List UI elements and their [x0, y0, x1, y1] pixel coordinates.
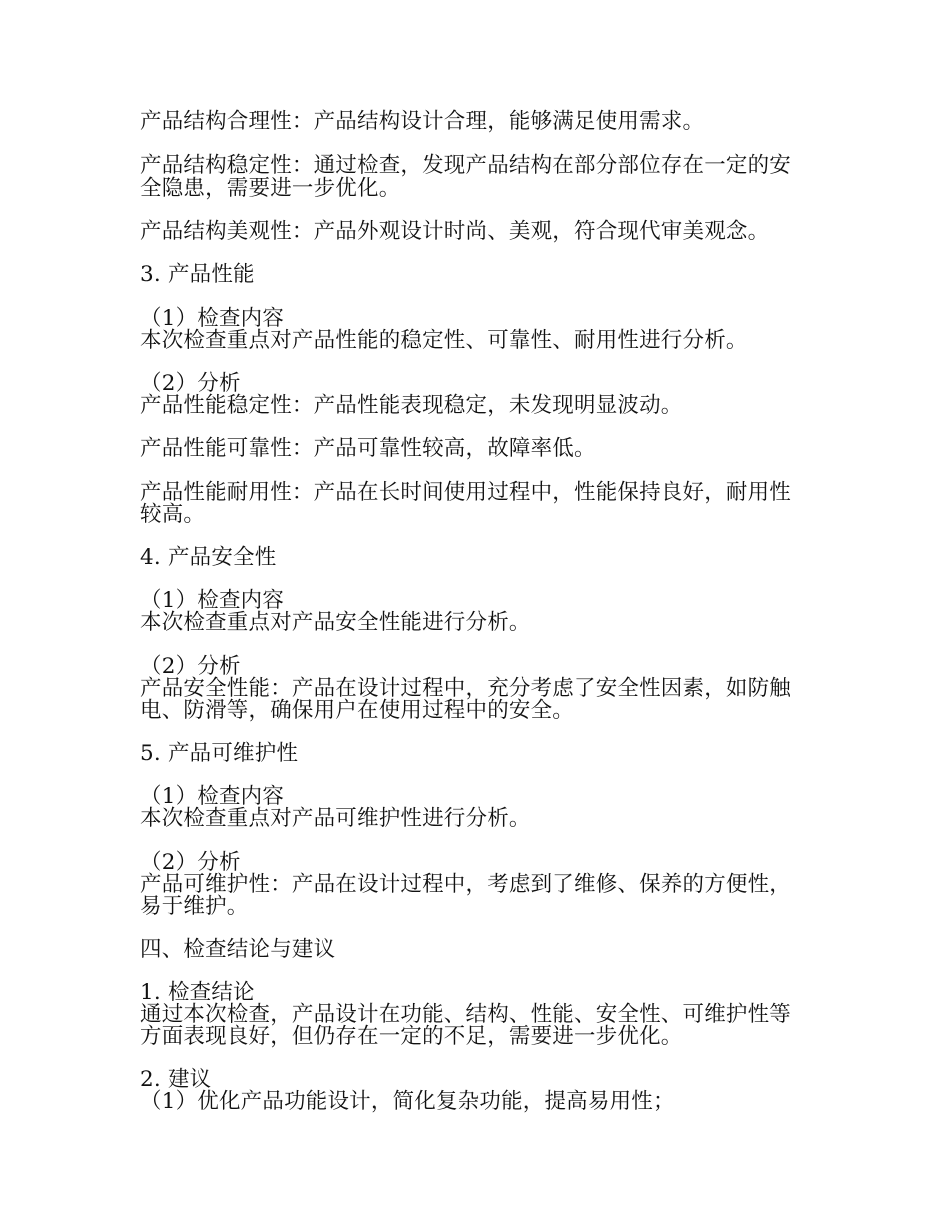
paragraph-conclusion-line1: 通过本次检查，产品设计在功能、结构、性能、安全性、可维护性等 — [140, 1002, 792, 1027]
list-item-suggestion-1: （1）优化产品功能设计，简化复杂功能，提高易用性； — [140, 1089, 675, 1114]
paragraph-conclusion-line2: 方面表现良好，但仍存在一定的不足，需要进一步优化。 — [140, 1024, 683, 1049]
paragraph-performance-reliability: 产品性能可靠性：产品可靠性较高，故障率低。 — [140, 436, 596, 461]
section-heading-suggestions: 2. 建议 — [140, 1067, 212, 1092]
subheading-inspection-content: （1）检查内容 — [140, 784, 285, 809]
paragraph-structure-stability-line2: 全隐患，需要进一步优化。 — [140, 176, 401, 201]
paragraph-performance-durability-line2: 较高。 — [140, 502, 206, 527]
section-heading-product-safety: 4. 产品安全性 — [140, 545, 277, 570]
paragraph-structure-aesthetics: 产品结构美观性：产品外观设计时尚、美观，符合现代审美观念。 — [140, 219, 770, 244]
section-heading-conclusion: 1. 检查结论 — [140, 980, 255, 1005]
subheading-analysis: （2）分析 — [140, 850, 241, 875]
section-heading-product-performance: 3. 产品性能 — [140, 262, 255, 287]
paragraph-maintainability-line2: 易于维护。 — [140, 894, 249, 919]
paragraph-safety-content: 本次检查重点对产品安全性能进行分析。 — [140, 610, 531, 635]
subheading-inspection-content: （1）检查内容 — [140, 306, 285, 331]
subheading-inspection-content: （1）检查内容 — [140, 588, 285, 613]
paragraph-safety-performance-line2: 电、防滑等，确保用户在使用过程中的安全。 — [140, 698, 575, 723]
paragraph-structure-rationality: 产品结构合理性：产品结构设计合理，能够满足使用需求。 — [140, 109, 705, 134]
paragraph-performance-stability: 产品性能稳定性：产品性能表现稳定，未发现明显波动。 — [140, 393, 683, 418]
subheading-analysis: （2）分析 — [140, 654, 241, 679]
section-heading-maintainability: 5. 产品可维护性 — [140, 741, 299, 766]
paragraph-performance-content: 本次检查重点对产品性能的稳定性、可靠性、耐用性进行分析。 — [140, 328, 748, 353]
paragraph-performance-durability-line1: 产品性能耐用性：产品在长时间使用过程中，性能保持良好，耐用性 — [140, 480, 792, 505]
subheading-analysis: （2）分析 — [140, 371, 241, 396]
chapter-heading-conclusions: 四、检查结论与建议 — [140, 937, 336, 962]
paragraph-maintainability-content: 本次检查重点对产品可维护性进行分析。 — [140, 806, 531, 831]
paragraph-structure-stability-line1: 产品结构稳定性：通过检查，发现产品结构在部分部位存在一定的安 — [140, 153, 792, 178]
paragraph-maintainability-line1: 产品可维护性：产品在设计过程中，考虑到了维修、保养的方便性， — [140, 872, 792, 897]
paragraph-safety-performance-line1: 产品安全性能：产品在设计过程中，充分考虑了安全性因素，如防触 — [140, 676, 792, 701]
